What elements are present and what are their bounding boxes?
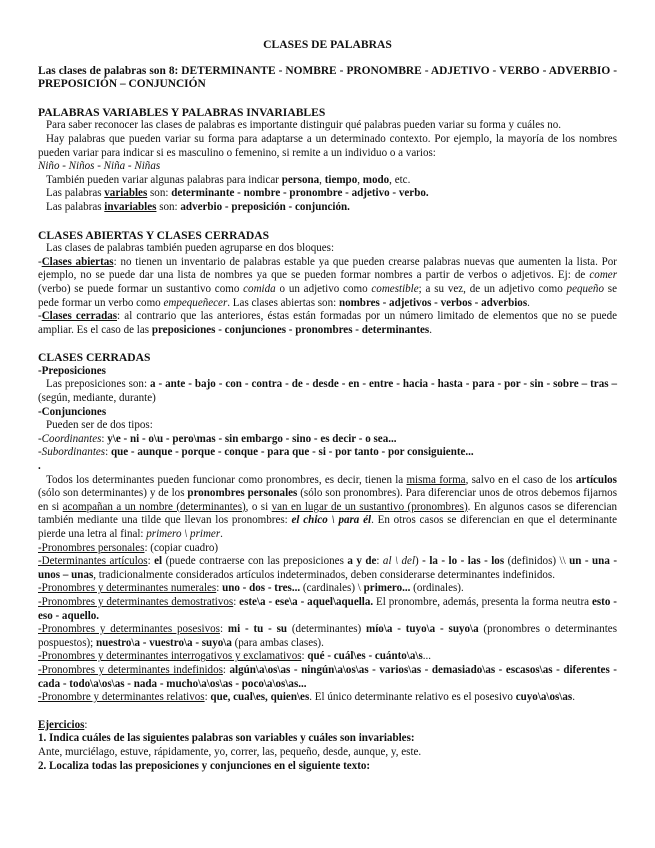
subheading-conjunciones: -Conjunciones xyxy=(38,405,107,418)
page-title: CLASES DE PALABRAS xyxy=(263,38,392,51)
exercise-1: 1. Indica cuáles de las siguientes palabras son variables y cuáles son invariables: xyxy=(38,732,415,745)
example-line: Niño - Niños - Niña - Niñas xyxy=(38,160,161,173)
section-heading-abiertas-cerradas: CLASES ABIERTAS Y CLASES CERRADAS xyxy=(38,228,270,242)
paragraph-subordinantes: -Subordinantes: que - aunque - porque - conque - para que - si - por tanto - por consiguiente... xyxy=(38,446,474,459)
paragraph-clases-abiertas: -Clases abiertas: no tienen un inventario de palabras estable ya que pueden crearse palabras nuevas que aumenten la lista. Por ejemplo, no se puede dar una lista de nombres ya que se pueden formar nombres a partir de verbos o adjetivos. Ej: de comer (verbo) se puede formar un sustantivo como comida o un adjetivo como comestible; a su vez, de un adjetivo como pequeño se pede formar un verbo como empequeñecer. Las clases abiertas son: nombres - adjetivos - verbos - adverbios. xyxy=(38,255,617,309)
exercise-2: 2. Localiza todas las preposiciones y conjunciones en el siguiente texto: xyxy=(38,759,371,772)
paragraph-determinantes-articulos: -Determinantes artículos: el (puede contraerse con las preposiciones a y de: al \ del) - la - lo - las - los (definidos) \\ un - una - unos – unas, tradicionalmente considerados artículos indeterminados, deben considerarse determinantes indefinidos. xyxy=(38,555,617,581)
exercise-1-words: Ante, murciélago, estuve, rápidamente, yo, correr, las, pequeño, desde, aunque, y, este. xyxy=(38,745,422,758)
intro-paragraph: Las clases de palabras son 8: DETERMINANTE - NOMBRE - PRONOMBRE - ADJETIVO - VERBO - ADVERBIO - PREPOSICIÓN – CONJUNCIÓN xyxy=(38,64,617,91)
paragraph: Hay palabras que pueden variar su forma para adaptarse a un determinado contexto. Por ejemplo, la mayoría de los nombres pueden variar para indicar si es masculino o femenino, si remite a un individuo o a varios: xyxy=(38,132,617,159)
paragraph-numerales: -Pronombres y determinantes numerales: uno - dos - tres... (cardinales) \ primero... (ordinales). xyxy=(38,582,464,595)
paragraph-pronombres-personales: -Pronombres personales: (copiar cuadro) xyxy=(38,541,219,554)
paragraph: Las preposiciones son: a - ante - bajo - con - contra - de - desde - en - entre - hacia - hasta - para - por - sin - sobre – tras – (según, mediante, durante) xyxy=(38,378,617,405)
paragraph: También pueden variar algunas palabras para indicar persona, tiempo, modo, etc. xyxy=(46,173,411,186)
section-heading-clases-cerradas: CLASES CERRADAS xyxy=(38,351,151,365)
paragraph-demostrativos: -Pronombres y determinantes demostrativos: este\a - ese\a - aquel\aquella. El pronombre, además, presenta la forma neutra esto - eso - aquello. xyxy=(38,595,617,622)
paragraph: Todos los determinantes pueden funcionar como pronombres, es decir, tienen la misma forma, salvo en el caso de los artículos (sólo son determinantes) y de los pronombres personales (sólo son pronombres). Para diferenciar unos de otros debemos fijarnos en si acompañan a un nombre (determinantes), o si van en lugar de un sustantivo (pronombres). En algunos casos se diferencian también mediante una tilde que llevan los pronombres: el chico \ para él. En otros casos se diferencian en que el determinante pierde una letra al final: primero \ primer. xyxy=(38,473,618,540)
paragraph-clases-cerradas: -Clases cerradas: al contrario que las anteriores, éstas están formadas por un número limitado de elementos que no se puede ampliar. Es el caso de las preposiciones - conjunciones - pronombres - determinantes. xyxy=(38,310,618,336)
paragraph-indefinidos: -Pronombres y determinantes indefinidos: algún\a\os\as - ningún\a\os\as - varios\as - demasiado\as - escasos\as - diferentes - cada - todo\a\os\as - nada - mucho\a\os\as - poco\a\os\as... xyxy=(38,663,617,690)
paragraph-posesivos: -Pronombres y determinantes posesivos: mi - tu - su (determinantes) mío\a - tuyo\a - suyo\a (pronombres o determinantes pospuestos); nuestro\a - vuestro\a - suyo\a (para ambas clases). xyxy=(38,623,618,649)
paragraph: Las palabras variables son: determinante - nombre - pronombre - adjetivo - verbo. xyxy=(46,187,429,200)
paragraph: Las clases de palabras también pueden agruparse en dos bloques: xyxy=(46,242,335,255)
subheading-pronombres: . xyxy=(38,460,41,473)
section-heading-variables: PALABRAS VARIABLES Y PALABRAS INVARIABLES xyxy=(38,105,326,119)
paragraph-interrogativos: -Pronombres y determinantes interrogativos y exclamativos: qué - cuál\es - cuánto\a\s... xyxy=(38,650,432,663)
section-heading-ejercicios: Ejercicios: xyxy=(38,718,88,731)
paragraph: Para saber reconocer las clases de palabras es importante distinguir qué palabras pueden variar su forma y cuáles no. xyxy=(46,119,562,132)
paragraph-relativos: -Pronombre y determinantes relativos: que, cual\es, quien\es. El único determinante relativo es el posesivo cuyo\a\os\as. xyxy=(38,691,575,704)
paragraph-coordinantes: -Coordinantes: y\e - ni - o\u - pero\mas - sin embargo - sino - es decir - o sea... xyxy=(38,432,397,445)
paragraph: Las palabras invariables son: adverbio - preposición - conjunción. xyxy=(46,200,350,213)
subheading-preposiciones: -Preposiciones xyxy=(38,364,106,377)
paragraph: Pueden ser de dos tipos: xyxy=(46,419,153,432)
